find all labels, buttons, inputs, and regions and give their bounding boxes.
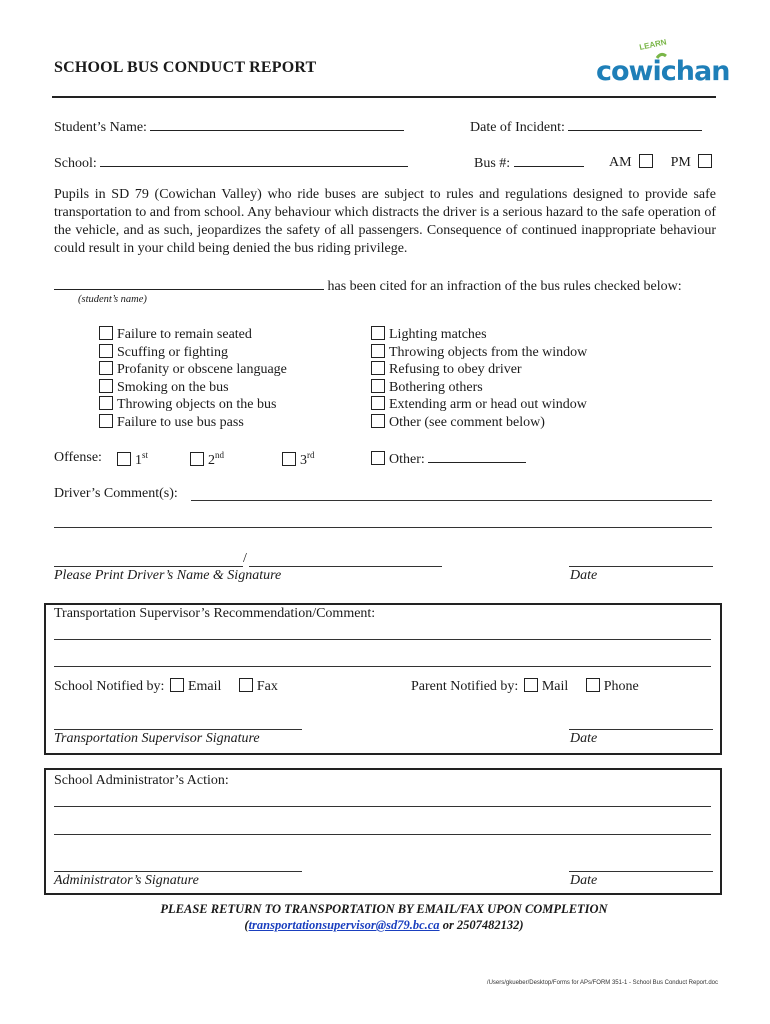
driver-signature-line[interactable]	[249, 566, 442, 567]
rule-item[interactable]: Throwing objects from the window	[371, 344, 587, 362]
school-label: School:	[54, 156, 97, 171]
bus-number-field[interactable]	[514, 154, 584, 167]
rule-checkbox[interactable]	[99, 326, 113, 340]
offense-third: 3rd	[282, 450, 315, 469]
form-title: SCHOOL BUS CONDUCT REPORT	[54, 59, 317, 76]
admin-action-label: School Administrator’s Action:	[54, 773, 229, 788]
admin-date-caption: Date	[570, 873, 598, 888]
rule-item[interactable]: Smoking on the bus	[99, 379, 287, 397]
intro-paragraph: Pupils in SD 79 (Cowichan Valley) who ride buses are subject to rules and regulations designed to provide safe transportation to and from school. Any behaviour which distracts the driver is a serious hazard to the safe operation of the vehicle, and as such, jeopardizes the safety of all passengers. Consequence of continued inappropriate behaviour could result in your child being denied the bus riding privilege.	[54, 187, 716, 256]
school-field[interactable]	[100, 154, 408, 167]
bus-label: Bus #:	[474, 156, 511, 171]
bus-row	[474, 154, 584, 172]
driver-slash: /	[243, 551, 247, 566]
admin-action-line[interactable]	[54, 806, 711, 807]
svg-text:LEARN: LEARN	[638, 37, 668, 52]
am-pm-row	[609, 154, 716, 171]
cited-text: has been cited for an infraction of the bus rules checked below:	[327, 279, 682, 294]
rule-checkbox[interactable]	[99, 379, 113, 393]
offense-label: Offense:	[54, 450, 102, 465]
notify-fax-checkbox[interactable]	[239, 678, 253, 692]
rule-checkbox[interactable]	[371, 414, 385, 428]
pm-label: PM	[670, 155, 691, 170]
driver-comment-line[interactable]	[54, 527, 712, 528]
rule-item[interactable]: Throwing objects on the bus	[99, 396, 287, 414]
driver-date-caption: Date	[570, 568, 598, 583]
notify-phone-checkbox[interactable]	[586, 678, 600, 692]
return-contact: (transportationsupervisor@sd79.bc.ca or 2507482132)	[244, 918, 524, 932]
supervisor-comment-line[interactable]	[54, 666, 711, 667]
driver-comment-line[interactable]	[191, 500, 712, 501]
rule-item[interactable]: Failure to use bus pass	[99, 414, 287, 432]
rule-item[interactable]: Bothering others	[371, 379, 587, 397]
admin-action-line[interactable]	[54, 834, 711, 835]
rules-left-list	[99, 326, 287, 431]
offense-other-field[interactable]	[428, 450, 526, 463]
supervisor-label: Transportation Supervisor’s Recommendation/Comment:	[54, 606, 376, 621]
rule-item[interactable]: Lighting matches	[371, 326, 587, 344]
student-name-label: Student’s Name:	[54, 120, 147, 135]
incident-date-row	[470, 118, 702, 136]
parent-notified-label: Parent Notified by:	[411, 679, 519, 694]
rule-item[interactable]: Extending arm or head out window	[371, 396, 587, 414]
offense-third-checkbox[interactable]	[282, 452, 296, 466]
rule-item[interactable]: Refusing to obey driver	[371, 361, 587, 379]
return-instructions: PLEASE RETURN TO TRANSPORTATION BY EMAIL/FAX UPON COMPLETION	[160, 902, 608, 916]
school-notified-row: School Notified by: Email Fax	[54, 679, 278, 694]
rule-item[interactable]: Profanity or obscene language	[99, 361, 287, 379]
notify-mail-checkbox[interactable]	[524, 678, 538, 692]
rule-item[interactable]: Scuffing or fighting	[99, 344, 287, 362]
offense-second: 2nd	[190, 450, 224, 469]
offense-second-checkbox[interactable]	[190, 452, 204, 466]
rule-checkbox[interactable]	[371, 396, 385, 410]
parent-notified-row: Parent Notified by: Mail Phone	[411, 679, 639, 694]
am-checkbox[interactable]	[639, 154, 653, 168]
incident-date-label: Date of Incident:	[470, 120, 565, 135]
rule-checkbox[interactable]	[99, 396, 113, 410]
cited-student-name-field[interactable]	[54, 277, 324, 290]
school-row	[54, 154, 408, 172]
rule-checkbox[interactable]	[99, 344, 113, 358]
admin-signature-line[interactable]	[54, 871, 302, 872]
driver-name-line[interactable]	[54, 566, 243, 567]
svg-text:cowichan: cowichan	[596, 56, 730, 87]
rule-checkbox[interactable]	[371, 326, 385, 340]
supervisor-date-line[interactable]	[569, 729, 713, 730]
admin-signature-caption: Administrator’s Signature	[54, 873, 199, 888]
supervisor-signature-line[interactable]	[54, 729, 302, 730]
supervisor-signature-caption: Transportation Supervisor Signature	[54, 731, 260, 746]
student-name-caption: (student’s name)	[78, 294, 147, 305]
driver-name-signature-caption: Please Print Driver’s Name & Signature	[54, 568, 282, 583]
offense-other: Other:	[371, 450, 526, 468]
cowichan-logo	[594, 36, 730, 92]
student-name-field[interactable]	[150, 118, 404, 131]
supervisor-date-caption: Date	[570, 731, 598, 746]
supervisor-comment-line[interactable]	[54, 639, 711, 640]
cited-row	[54, 277, 682, 295]
rules-right-list	[371, 326, 587, 431]
driver-date-line[interactable]	[569, 566, 713, 567]
admin-date-line[interactable]	[569, 871, 713, 872]
incident-date-field[interactable]	[568, 118, 702, 131]
rule-checkbox[interactable]	[371, 379, 385, 393]
rule-checkbox[interactable]	[371, 361, 385, 375]
rule-checkbox[interactable]	[99, 361, 113, 375]
notify-email-checkbox[interactable]	[170, 678, 184, 692]
supervisor-email-link[interactable]: transportationsupervisor@sd79.bc.ca	[248, 918, 440, 932]
header-rule	[52, 96, 716, 98]
student-name-row	[54, 118, 404, 136]
pm-checkbox[interactable]	[698, 154, 712, 168]
rule-checkbox[interactable]	[371, 344, 385, 358]
rule-checkbox[interactable]	[99, 414, 113, 428]
am-label: AM	[609, 155, 632, 170]
file-path-footer: /Users/gkueber/Desktop/Forms for APs/FORM 351-1 - School Bus Conduct Report.doc	[486, 980, 718, 986]
school-notified-label: School Notified by:	[54, 679, 165, 694]
rule-item[interactable]: Other (see comment below)	[371, 414, 587, 432]
offense-other-checkbox[interactable]	[371, 451, 385, 465]
offense-first-checkbox[interactable]	[117, 452, 131, 466]
rule-item[interactable]: Failure to remain seated	[99, 326, 287, 344]
driver-comments-label: Driver’s Comment(s):	[54, 486, 178, 501]
offense-first: 1st	[117, 450, 148, 469]
